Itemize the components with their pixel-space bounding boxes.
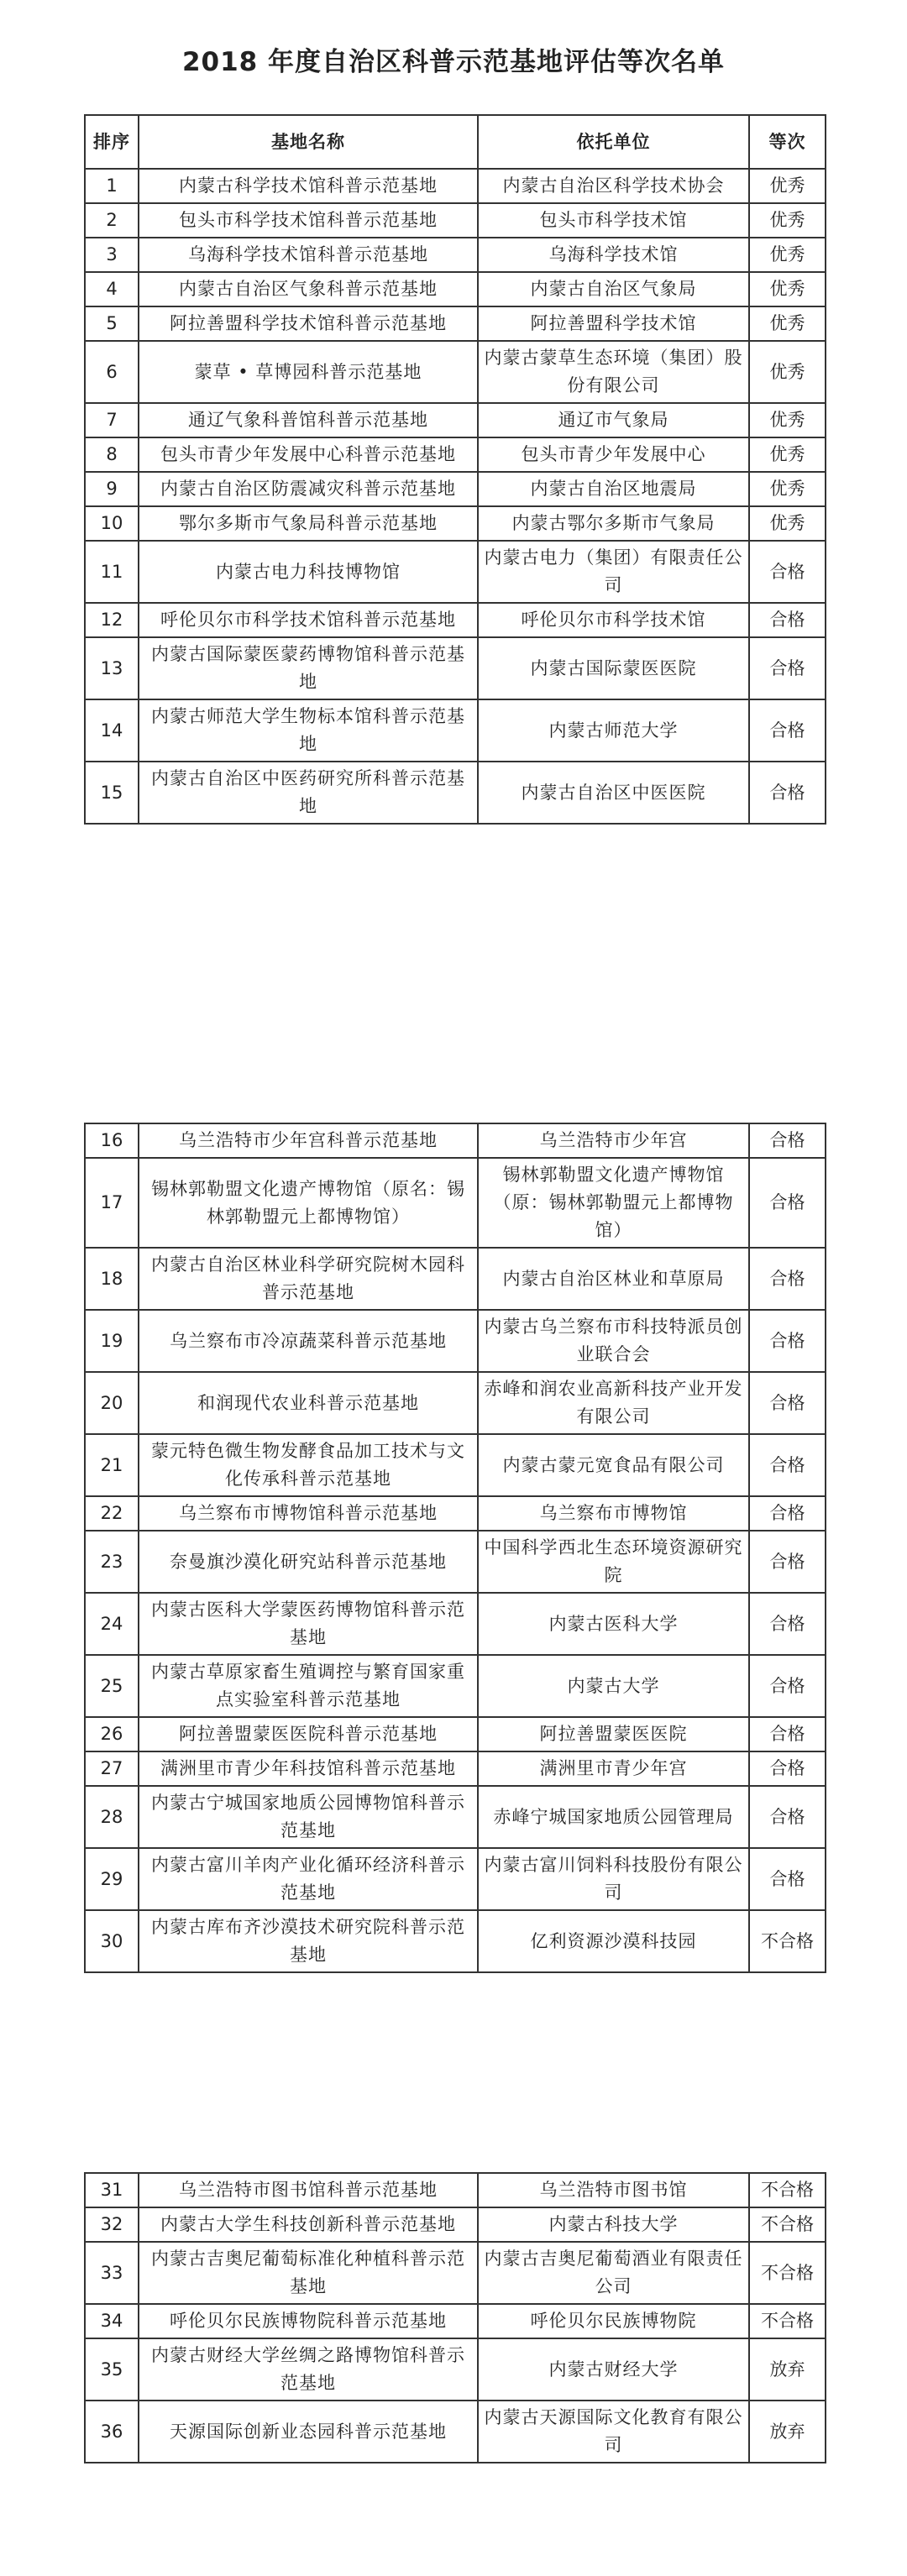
rank-cell: 28 bbox=[85, 1786, 139, 1848]
grade-cell: 优秀 bbox=[749, 472, 826, 506]
base-name-cell: 呼伦贝尔市科学技术馆科普示范基地 bbox=[139, 603, 478, 637]
ranking-table-part-2 bbox=[84, 1123, 826, 1973]
table-row bbox=[85, 1751, 826, 1786]
table-row bbox=[85, 1593, 826, 1655]
table-row bbox=[85, 2173, 826, 2207]
host-unit-cell: 内蒙古鄂尔多斯市气象局 bbox=[478, 506, 749, 541]
host-unit-cell: 内蒙古天源国际文化教育有限公司 bbox=[478, 2401, 749, 2463]
rank-cell: 7 bbox=[85, 403, 139, 437]
base-name-cell: 乌兰浩特市少年宫科普示范基地 bbox=[139, 1123, 478, 1158]
host-unit-cell: 包头市青少年发展中心 bbox=[478, 437, 749, 472]
base-name-cell: 蒙元特色微生物发酵食品加工技术与文化传承科普示范基地 bbox=[139, 1434, 478, 1496]
table-row bbox=[85, 306, 826, 341]
host-unit-cell: 满洲里市青少年宫 bbox=[478, 1751, 749, 1786]
host-unit-cell: 阿拉善盟科学技术馆 bbox=[478, 306, 749, 341]
base-name-cell: 锡林郭勒盟文化遗产博物馆（原名：锡林郭勒盟元上都博物馆） bbox=[139, 1158, 478, 1248]
rank-cell: 11 bbox=[85, 541, 139, 603]
host-unit-cell: 内蒙古电力（集团）有限责任公司 bbox=[478, 541, 749, 603]
table-row bbox=[85, 472, 826, 506]
grade-cell: 合格 bbox=[749, 699, 826, 762]
host-unit-cell: 内蒙古医科大学 bbox=[478, 1593, 749, 1655]
grade-cell: 合格 bbox=[749, 1496, 826, 1531]
rank-cell: 34 bbox=[85, 2304, 139, 2338]
host-unit-cell: 内蒙古富川饲料科技股份有限公司 bbox=[478, 1848, 749, 1910]
base-name-cell: 内蒙古医科大学蒙医药博物馆科普示范基地 bbox=[139, 1593, 478, 1655]
rank-cell: 9 bbox=[85, 472, 139, 506]
rank-cell: 27 bbox=[85, 1751, 139, 1786]
table-row bbox=[85, 1248, 826, 1310]
rank-cell: 6 bbox=[85, 341, 139, 403]
base-name-cell: 乌兰察布市博物馆科普示范基地 bbox=[139, 1496, 478, 1531]
rank-cell: 26 bbox=[85, 1717, 139, 1751]
base-name-cell: 内蒙古草原家畜生殖调控与繁育国家重点实验室科普示范基地 bbox=[139, 1655, 478, 1717]
grade-cell: 不合格 bbox=[749, 2207, 826, 2242]
rank-cell: 24 bbox=[85, 1593, 139, 1655]
grade-cell: 合格 bbox=[749, 1593, 826, 1655]
table-row bbox=[85, 1372, 826, 1434]
grade-cell: 放弃 bbox=[749, 2401, 826, 2463]
table-row bbox=[85, 1848, 826, 1910]
rank-cell: 15 bbox=[85, 762, 139, 824]
host-unit-cell: 锡林郭勒盟文化遗产博物馆（原：锡林郭勒盟元上都博物馆） bbox=[478, 1158, 749, 1248]
rank-cell: 21 bbox=[85, 1434, 139, 1496]
grade-cell: 优秀 bbox=[749, 272, 826, 306]
base-name-cell: 乌兰浩特市图书馆科普示范基地 bbox=[139, 2173, 478, 2207]
header-rank: 排序 bbox=[85, 115, 139, 169]
grade-cell: 合格 bbox=[749, 1310, 826, 1372]
rank-cell: 32 bbox=[85, 2207, 139, 2242]
table-row bbox=[85, 1123, 826, 1158]
base-name-cell: 鄂尔多斯市气象局科普示范基地 bbox=[139, 506, 478, 541]
table-row bbox=[85, 1531, 826, 1593]
ranking-table-part-3 bbox=[84, 2172, 826, 2463]
grade-cell: 合格 bbox=[749, 637, 826, 699]
rank-cell: 23 bbox=[85, 1531, 139, 1593]
grade-cell: 合格 bbox=[749, 1531, 826, 1593]
base-name-cell: 包头市青少年发展中心科普示范基地 bbox=[139, 437, 478, 472]
rank-cell: 36 bbox=[85, 2401, 139, 2463]
base-name-cell: 内蒙古库布齐沙漠技术研究院科普示范基地 bbox=[139, 1910, 478, 1972]
base-name-cell: 呼伦贝尔民族博物院科普示范基地 bbox=[139, 2304, 478, 2338]
table-body bbox=[85, 2173, 826, 2463]
host-unit-cell: 赤峰宁城国家地质公园管理局 bbox=[478, 1786, 749, 1848]
table-body bbox=[85, 1123, 826, 1972]
table-row bbox=[85, 203, 826, 238]
rank-cell: 13 bbox=[85, 637, 139, 699]
rank-cell: 4 bbox=[85, 272, 139, 306]
ranking-table-part-1 bbox=[84, 114, 826, 825]
base-name-cell: 内蒙古自治区林业科学研究院树木园科普示范基地 bbox=[139, 1248, 478, 1310]
table-row bbox=[85, 1310, 826, 1372]
host-unit-cell: 内蒙古蒙草生态环境（集团）股份有限公司 bbox=[478, 341, 749, 403]
grade-cell: 合格 bbox=[749, 1123, 826, 1158]
grade-cell: 合格 bbox=[749, 1158, 826, 1248]
table-row bbox=[85, 1717, 826, 1751]
rank-cell: 3 bbox=[85, 238, 139, 272]
table-row bbox=[85, 272, 826, 306]
rank-cell: 16 bbox=[85, 1123, 139, 1158]
host-unit-cell: 内蒙古自治区中医医院 bbox=[478, 762, 749, 824]
grade-cell: 优秀 bbox=[749, 341, 826, 403]
rank-cell: 8 bbox=[85, 437, 139, 472]
base-name-cell: 内蒙古财经大学丝绸之路博物馆科普示范基地 bbox=[139, 2338, 478, 2401]
grade-cell: 合格 bbox=[749, 1751, 826, 1786]
rank-cell: 35 bbox=[85, 2338, 139, 2401]
rank-cell: 25 bbox=[85, 1655, 139, 1717]
host-unit-cell: 赤峰和润农业高新科技产业开发有限公司 bbox=[478, 1372, 749, 1434]
rank-cell: 19 bbox=[85, 1310, 139, 1372]
grade-cell: 不合格 bbox=[749, 2173, 826, 2207]
table-row bbox=[85, 341, 826, 403]
table-row bbox=[85, 2242, 826, 2304]
table-row bbox=[85, 2401, 826, 2463]
header-grade: 等次 bbox=[749, 115, 826, 169]
base-name-cell: 通辽气象科普馆科普示范基地 bbox=[139, 403, 478, 437]
base-name-cell: 蒙草 • 草博园科普示范基地 bbox=[139, 341, 478, 403]
base-name-cell: 内蒙古自治区中医药研究所科普示范基地 bbox=[139, 762, 478, 824]
table-row bbox=[85, 1496, 826, 1531]
table-row bbox=[85, 403, 826, 437]
header-host-unit: 依托单位 bbox=[478, 115, 749, 169]
base-name-cell: 内蒙古宁城国家地质公园博物馆科普示范基地 bbox=[139, 1786, 478, 1848]
host-unit-cell: 内蒙古财经大学 bbox=[478, 2338, 749, 2401]
host-unit-cell: 内蒙古吉奥尼葡萄酒业有限责任公司 bbox=[478, 2242, 749, 2304]
table-body bbox=[85, 169, 826, 824]
base-name-cell: 内蒙古师范大学生物标本馆科普示范基地 bbox=[139, 699, 478, 762]
grade-cell: 合格 bbox=[749, 603, 826, 637]
base-name-cell: 内蒙古科学技术馆科普示范基地 bbox=[139, 169, 478, 203]
grade-cell: 优秀 bbox=[749, 506, 826, 541]
host-unit-cell: 内蒙古乌兰察布市科技特派员创业联合会 bbox=[478, 1310, 749, 1372]
host-unit-cell: 乌兰浩特市少年宫 bbox=[478, 1123, 749, 1158]
base-name-cell: 乌海科学技术馆科普示范基地 bbox=[139, 238, 478, 272]
table-row bbox=[85, 1655, 826, 1717]
base-name-cell: 内蒙古国际蒙医蒙药博物馆科普示范基地 bbox=[139, 637, 478, 699]
grade-cell: 不合格 bbox=[749, 2242, 826, 2304]
grade-cell: 合格 bbox=[749, 541, 826, 603]
rank-cell: 12 bbox=[85, 603, 139, 637]
host-unit-cell: 内蒙古自治区气象局 bbox=[478, 272, 749, 306]
rank-cell: 17 bbox=[85, 1158, 139, 1248]
rank-cell: 31 bbox=[85, 2173, 139, 2207]
grade-cell: 优秀 bbox=[749, 203, 826, 238]
host-unit-cell: 乌海科学技术馆 bbox=[478, 238, 749, 272]
base-name-cell: 内蒙古自治区防震减灾科普示范基地 bbox=[139, 472, 478, 506]
base-name-cell: 内蒙古大学生科技创新科普示范基地 bbox=[139, 2207, 478, 2242]
base-name-cell: 包头市科学技术馆科普示范基地 bbox=[139, 203, 478, 238]
base-name-cell: 内蒙古电力科技博物馆 bbox=[139, 541, 478, 603]
table-row bbox=[85, 2304, 826, 2338]
host-unit-cell: 内蒙古国际蒙医医院 bbox=[478, 637, 749, 699]
grade-cell: 合格 bbox=[749, 1786, 826, 1848]
table-row bbox=[85, 1434, 826, 1496]
host-unit-cell: 呼伦贝尔民族博物院 bbox=[478, 2304, 749, 2338]
table-row bbox=[85, 699, 826, 762]
grade-cell: 合格 bbox=[749, 1848, 826, 1910]
grade-cell: 优秀 bbox=[749, 403, 826, 437]
rank-cell: 2 bbox=[85, 203, 139, 238]
host-unit-cell: 内蒙古自治区科学技术协会 bbox=[478, 169, 749, 203]
table-row bbox=[85, 1158, 826, 1248]
table-row bbox=[85, 541, 826, 603]
table-row bbox=[85, 238, 826, 272]
table-row bbox=[85, 169, 826, 203]
grade-cell: 优秀 bbox=[749, 306, 826, 341]
table-row bbox=[85, 506, 826, 541]
base-name-cell: 内蒙古自治区气象科普示范基地 bbox=[139, 272, 478, 306]
host-unit-cell: 乌兰察布市博物馆 bbox=[478, 1496, 749, 1531]
table-row bbox=[85, 2207, 826, 2242]
rank-cell: 18 bbox=[85, 1248, 139, 1310]
host-unit-cell: 内蒙古科技大学 bbox=[478, 2207, 749, 2242]
table-row bbox=[85, 603, 826, 637]
table-header-row bbox=[85, 115, 826, 169]
grade-cell: 合格 bbox=[749, 1248, 826, 1310]
host-unit-cell: 内蒙古自治区林业和草原局 bbox=[478, 1248, 749, 1310]
base-name-cell: 满洲里市青少年科技馆科普示范基地 bbox=[139, 1751, 478, 1786]
grade-cell: 合格 bbox=[749, 1655, 826, 1717]
table-row bbox=[85, 437, 826, 472]
rank-cell: 30 bbox=[85, 1910, 139, 1972]
host-unit-cell: 内蒙古大学 bbox=[478, 1655, 749, 1717]
table-row bbox=[85, 2338, 826, 2401]
table-row bbox=[85, 1910, 826, 1972]
base-name-cell: 和润现代农业科普示范基地 bbox=[139, 1372, 478, 1434]
rank-cell: 29 bbox=[85, 1848, 139, 1910]
base-name-cell: 天源国际创新业态园科普示范基地 bbox=[139, 2401, 478, 2463]
host-unit-cell: 亿利资源沙漠科技园 bbox=[478, 1910, 749, 1972]
rank-cell: 1 bbox=[85, 169, 139, 203]
header-base-name: 基地名称 bbox=[139, 115, 478, 169]
host-unit-cell: 内蒙古自治区地震局 bbox=[478, 472, 749, 506]
grade-cell: 合格 bbox=[749, 1434, 826, 1496]
host-unit-cell: 阿拉善盟蒙医医院 bbox=[478, 1717, 749, 1751]
host-unit-cell: 中国科学西北生态环境资源研究院 bbox=[478, 1531, 749, 1593]
grade-cell: 不合格 bbox=[749, 2304, 826, 2338]
rank-cell: 22 bbox=[85, 1496, 139, 1531]
grade-cell: 优秀 bbox=[749, 437, 826, 472]
host-unit-cell: 内蒙古蒙元宽食品有限公司 bbox=[478, 1434, 749, 1496]
host-unit-cell: 包头市科学技术馆 bbox=[478, 203, 749, 238]
grade-cell: 合格 bbox=[749, 1717, 826, 1751]
base-name-cell: 乌兰察布市冷凉蔬菜科普示范基地 bbox=[139, 1310, 478, 1372]
grade-cell: 优秀 bbox=[749, 238, 826, 272]
grade-cell: 合格 bbox=[749, 1372, 826, 1434]
base-name-cell: 内蒙古富川羊肉产业化循环经济科普示范基地 bbox=[139, 1848, 478, 1910]
table-row bbox=[85, 762, 826, 824]
table-row bbox=[85, 637, 826, 699]
host-unit-cell: 通辽市气象局 bbox=[478, 403, 749, 437]
grade-cell: 放弃 bbox=[749, 2338, 826, 2401]
table-row bbox=[85, 1786, 826, 1848]
base-name-cell: 阿拉善盟蒙医医院科普示范基地 bbox=[139, 1717, 478, 1751]
page-title: 2018 年度自治区科普示范基地评估等次名单 bbox=[181, 47, 726, 77]
rank-cell: 10 bbox=[85, 506, 139, 541]
rank-cell: 20 bbox=[85, 1372, 139, 1434]
host-unit-cell: 内蒙古师范大学 bbox=[478, 699, 749, 762]
grade-cell: 优秀 bbox=[749, 169, 826, 203]
grade-cell: 不合格 bbox=[749, 1910, 826, 1972]
host-unit-cell: 呼伦贝尔市科学技术馆 bbox=[478, 603, 749, 637]
rank-cell: 5 bbox=[85, 306, 139, 341]
base-name-cell: 奈曼旗沙漠化研究站科普示范基地 bbox=[139, 1531, 478, 1593]
base-name-cell: 内蒙古吉奥尼葡萄标准化种植科普示范基地 bbox=[139, 2242, 478, 2304]
host-unit-cell: 乌兰浩特市图书馆 bbox=[478, 2173, 749, 2207]
rank-cell: 14 bbox=[85, 699, 139, 762]
grade-cell: 合格 bbox=[749, 762, 826, 824]
base-name-cell: 阿拉善盟科学技术馆科普示范基地 bbox=[139, 306, 478, 341]
rank-cell: 33 bbox=[85, 2242, 139, 2304]
